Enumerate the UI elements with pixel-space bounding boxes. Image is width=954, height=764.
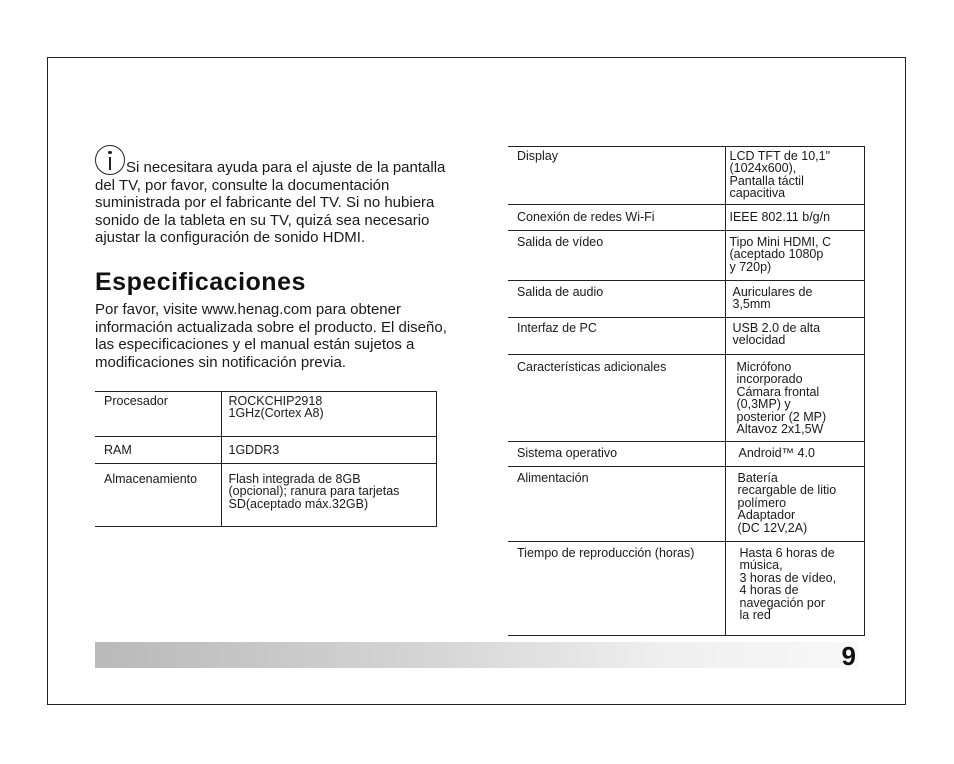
table-row bbox=[508, 542, 864, 636]
spec-label: Conexión de redes Wi-Fi bbox=[508, 205, 725, 231]
table-row bbox=[95, 437, 436, 464]
table-row bbox=[508, 318, 864, 355]
spec-value: IEEE 802.11 b/g/n bbox=[725, 205, 864, 231]
spec-label: Salida de audio bbox=[508, 281, 725, 318]
spec-label: Características adicionales bbox=[508, 355, 725, 442]
spec-label: RAM bbox=[95, 437, 221, 464]
spec-label: Display bbox=[508, 147, 725, 205]
table-row bbox=[508, 147, 864, 205]
spec-value: Hasta 6 horas de música, 3 horas de vídeo, 4 horas de navegación por la red bbox=[725, 542, 864, 636]
table-row bbox=[508, 442, 864, 467]
footer-bar bbox=[95, 641, 858, 671]
table-row bbox=[95, 464, 436, 527]
table-row bbox=[508, 231, 864, 281]
page-number: 9 bbox=[841, 641, 856, 671]
spec-label: Almacenamiento bbox=[95, 464, 221, 527]
table-row bbox=[508, 205, 864, 231]
spec-value: Android™ 4.0 bbox=[725, 442, 864, 467]
intro-paragraph: Por favor, visite www.henag.com para obtener información actualizada sobre el producto. El diseño, las especificaciones y el manual están sujetos a modificaciones sin notificación previa. bbox=[95, 301, 447, 371]
spec-label: Alimentación bbox=[508, 467, 725, 542]
tv-help-note bbox=[95, 145, 455, 247]
tv-help-note-text: Si necesitara ayuda para el ajuste de la pantalla del TV, por favor, consulte la documentación suministrada por el fabricante del TV. Si no hubiera sonido de la tableta en su TV, quizá sea necesario ajustar la configuración de sonido HDMI. bbox=[95, 159, 446, 247]
info-icon bbox=[95, 145, 125, 175]
spec-value: USB 2.0 de alta velocidad bbox=[725, 318, 864, 355]
spec-label: Salida de vídeo bbox=[508, 231, 725, 281]
spec-label: Tiempo de reproducción (horas) bbox=[508, 542, 725, 636]
spec-value: Micrófono incorporado Cámara frontal (0,3MP) y posterior (2 MP) Altavoz 2x1,5W bbox=[725, 355, 864, 442]
spec-label: Interfaz de PC bbox=[508, 318, 725, 355]
spec-value: Tipo Mini HDMI, C (aceptado 1080p y 720p) bbox=[725, 231, 864, 281]
spec-label: Sistema operativo bbox=[508, 442, 725, 467]
spec-value: ROCKCHIP2918 1GHz(Cortex A8) bbox=[221, 392, 436, 437]
spec-value: Batería recargable de litio polímero Adaptador (DC 12V,2A) bbox=[725, 467, 864, 542]
spec-label: Procesador bbox=[95, 392, 221, 437]
table-row bbox=[508, 355, 864, 442]
table-row bbox=[508, 281, 864, 318]
table-row bbox=[508, 467, 864, 542]
spec-value: 1GDDR3 bbox=[221, 437, 436, 464]
spec-value: Flash integrada de 8GB (opcional); ranura para tarjetas SD(aceptado máx.32GB) bbox=[221, 464, 436, 527]
spec-table-left bbox=[95, 391, 437, 527]
table-row bbox=[95, 392, 436, 437]
spec-value: Auriculares de 3,5mm bbox=[725, 281, 864, 318]
spec-table-right bbox=[508, 146, 865, 636]
spec-value: LCD TFT de 10,1" (1024x600), Pantalla táctil capacitiva bbox=[725, 147, 864, 205]
page-title: Especificaciones bbox=[95, 268, 306, 296]
